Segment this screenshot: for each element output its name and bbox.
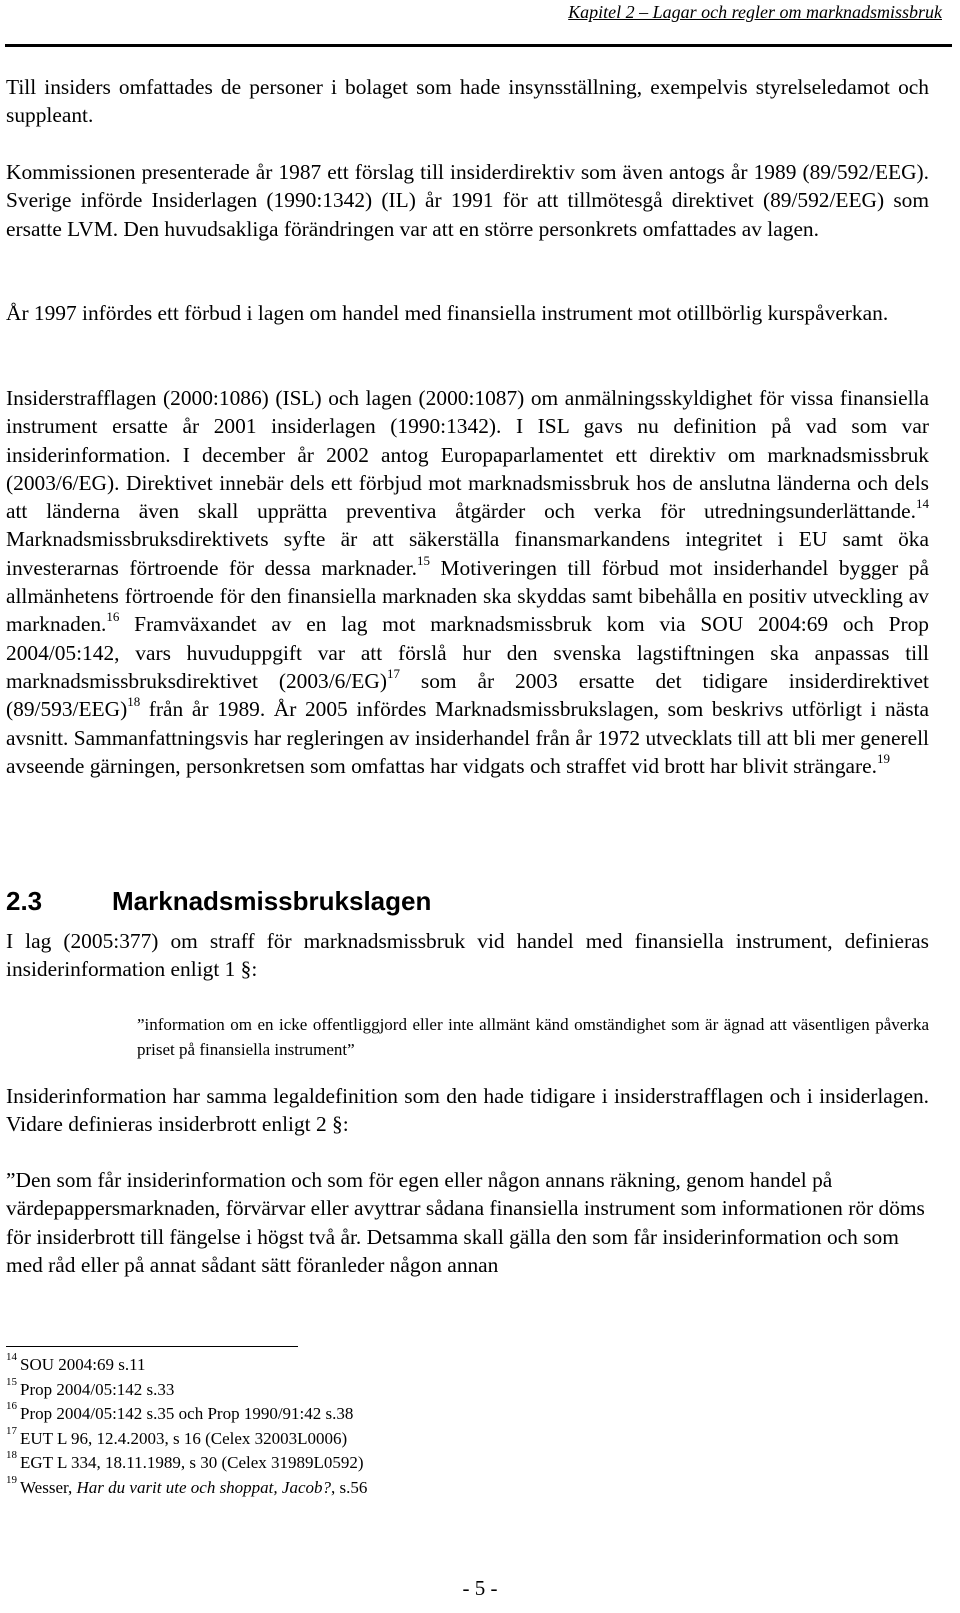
text-run: Marknadsmissbruksdirektivets syfte är att säkerställa finansmarkandens integritet i EU samt öka investerarnas förtroende för dessa marknader. (6, 527, 929, 580)
footnote-ref: 14 (916, 496, 929, 512)
footnote-number: 18 (6, 1449, 17, 1462)
paragraph-lag-2005 (6, 927, 929, 984)
paragraph-text: Kommissionen presenterade år 1987 ett förslag till insiderdirektiv som även antogs år 1989 (89/592/EEG). Sverige införde Insiderlagen (1990:1342) (IL) år 1991 för att tillmötesgå direktivet (89/592/EEG) som ersatte LVM. Den huvudsakliga förändringen var att en större personkrets omfattades av lagen. (6, 160, 929, 241)
footnote-number: 17 (6, 1424, 17, 1437)
footnote-text: Wesser, (20, 1477, 77, 1497)
footnote-number: 16 (6, 1400, 17, 1413)
paragraph-text: I lag (2005:377) om straff för marknadsmissbruk vid handel med finansiella instrument, definieras insiderinformation enligt 1 §: (6, 929, 929, 982)
paragraph-text: Till insiders omfattades de personer i bolaget som hade insynsställning, exempelvis styrelseledamot och suppleant. (6, 75, 929, 128)
footnote-book-title: Har du varit ute och shoppat, Jacob? (76, 1477, 331, 1497)
paragraph-kommissionen (6, 158, 929, 243)
footnote-item (6, 1402, 906, 1427)
footnote-number: 19 (6, 1473, 17, 1486)
section-number: 2.3 (6, 886, 43, 916)
footnote-text: SOU 2004:69 s.11 (20, 1355, 146, 1374)
paragraph-1997 (6, 299, 929, 327)
page-number: - 5 - (462, 1576, 498, 1600)
paragraph-text (6, 384, 929, 780)
footnote-text: EGT L 334, 18.11.1989, s 30 (Celex 31989L0592) (20, 1453, 364, 1472)
paragraph-insiders (6, 73, 929, 130)
footnote-ref: 18 (127, 694, 141, 710)
footnote-text: Prop 2004/05:142 s.33 (20, 1379, 175, 1399)
text-run: från år 1989. År 2005 infördes Marknadsmissbrukslagen, som beskrivs utförligt i nästa avsnitt. Sammanfattningsvis har regleringen av insiderhandel från år 1972 utvecklats till att bli mer generell avseende gärningen, personkretsen som omfattas har vidgats och straffet vid brott har blivit strängare. (6, 697, 929, 778)
quote-text: ”Den som får insiderinformation och som för egen eller någon annans räkning, genom handel på värdepappersmarknaden, förvärvar eller avyttrar sådana finansiella instrument som informationen rör döms för insiderbrott till fängelse i högst två år. Detsamma skall gälla den som får insiderinformation och som med råd eller på annat sådant sätt föranleder någon annan (6, 1168, 925, 1277)
footnote-item (6, 1353, 906, 1378)
footnote-number: 14 (6, 1351, 17, 1364)
footnote-ref: 16 (106, 609, 120, 625)
block-quote-insiderbrott (6, 1166, 926, 1279)
footnote-text: Prop 2004/05:142 s.35 och Prop 1990/91:42 s.38 (20, 1404, 354, 1423)
paragraph-text: Insiderinformation har samma legaldefinition som den hade tidigare i insiderstrafflagen och i insiderlagen. Vidare definieras insiderbrott enligt 2 §: (6, 1084, 929, 1137)
footnote-number: 15 (6, 1375, 17, 1388)
footnotes (6, 1353, 906, 1500)
footnote-text: EUT L 96, 12.4.2003, s 16 (Celex 32003L0006) (20, 1428, 348, 1448)
footnote-ref: 19 (877, 750, 891, 766)
paragraph-legaldefinition (6, 1082, 929, 1139)
text-run: Insiderstrafflagen (2000:1086) (ISL) och lagen (2000:1087) om anmälningsskyldighet för vissa finansiella instrument ersatte år 2001 insiderlagen (1990:1342). I ISL gavs nu definition på vad som var insiderinformation. I december år 2002 antog Europaparlamentet ett direktiv om marknadsmissbruk (2003/6/EG). Direktivet innebär dels ett förbjud mot marknadsmissbruk hos de anslutna länderna och dels att länderna även skall upprätta preventiva åtgärder och verka för utredningsunderlättande. (6, 386, 929, 524)
text-run: Motiveringen till förbud mot insiderhandel bygger på allmänhetens förtroende för den finansiella marknaden ska skyddas samt bibehålla en positiv utveckling av marknaden. (6, 555, 929, 637)
section-title: Marknadsmissbrukslagen (112, 886, 432, 916)
footnote-item (6, 1451, 906, 1476)
text-run: som år 2003 ersatte det tidigare insiderdirektivet (89/593/EEG) (6, 668, 929, 722)
footnote-text: , s.56 (331, 1477, 368, 1497)
block-quote-definition (137, 1012, 929, 1062)
page-header (0, 0, 960, 40)
chapter-title: Kapitel 2 – Lagar och regler om marknadsmissbruk (568, 2, 942, 22)
footnote-ref: 15 (416, 552, 430, 568)
text-run: Framväxandet av en lag mot marknadsmissbruk kom via SOU 2004:69 och Prop 2004/05:142, vars huvuduppgift var att förslå hur den svenska lagstiftningen ska anpassas till marknadsmissbruksdirektivet (2003/6/EG) (6, 612, 929, 693)
header-divider (5, 44, 952, 47)
paragraph-text: År 1997 infördes ett förbud i lagen om handel med finansiella instrument mot otillbörlig kurspåverkan. (6, 301, 889, 325)
footnote-divider (6, 1346, 298, 1347)
footnote-ref: 17 (386, 665, 400, 681)
footnote-item (6, 1375, 906, 1403)
footnote-item (6, 1473, 906, 1501)
paragraph-insiderstrafflagen (6, 384, 929, 780)
section-heading (6, 884, 906, 918)
quote-text: ”information om en icke offentliggjord eller inte allmänt känd omständighet som är ägnad att väsentligen påverka priset på finansiella instrument” (137, 1015, 929, 1059)
footnote-item (6, 1424, 906, 1452)
